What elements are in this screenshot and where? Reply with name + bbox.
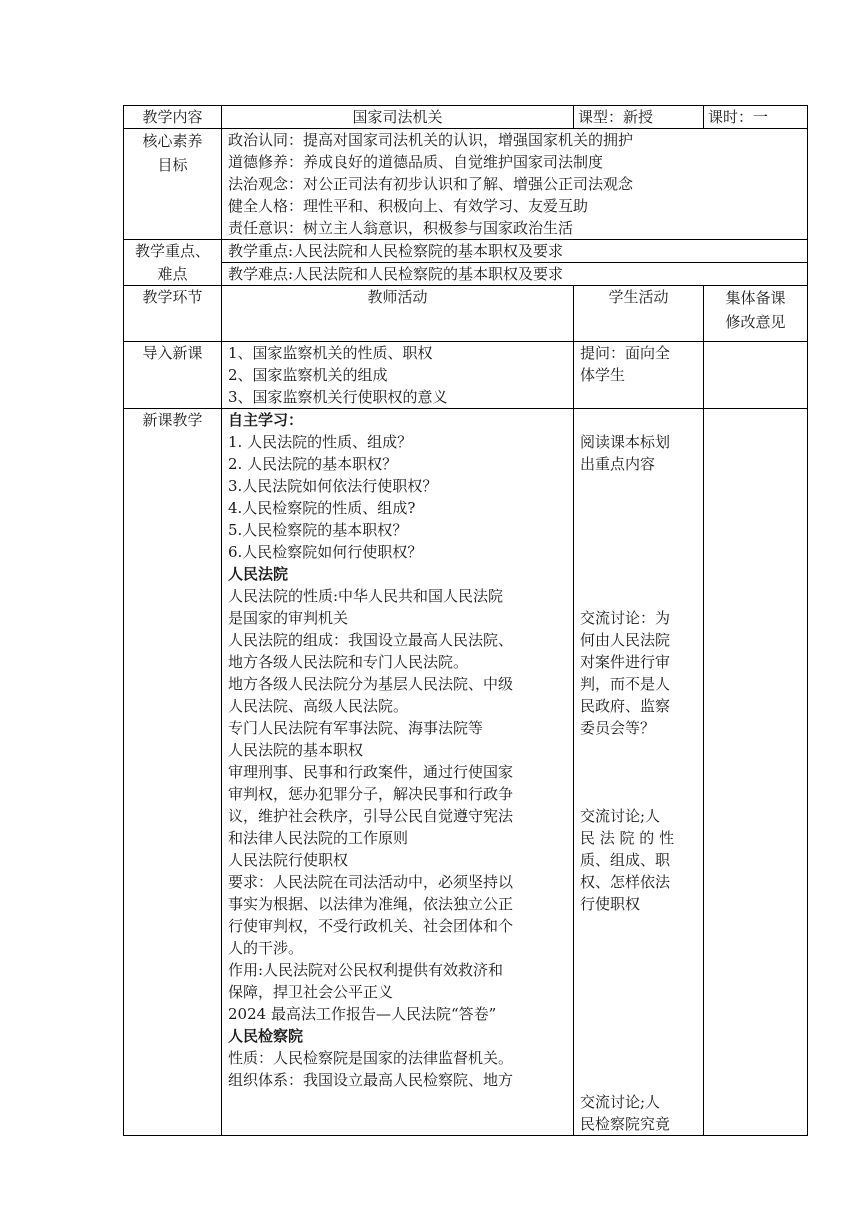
- student-line: 判，而不是人: [580, 675, 671, 693]
- goal-line: 政治认同：提高对国家司法机关的认识，增强国家机关的拥护: [228, 131, 634, 149]
- intro-line: 1、国家监察机关的性质、职权: [228, 344, 433, 362]
- student-line: 民 法 院 的 性: [580, 829, 675, 847]
- column-header-row: [124, 286, 808, 342]
- section-heading: 人民检察院: [228, 1027, 304, 1045]
- teacher-line: 4.人民检察院的性质、组成?: [228, 499, 416, 517]
- section-heading: 自主学习：: [228, 411, 304, 429]
- goal-line: 道德修养：养成良好的道德品质、自觉维护国家司法制度: [228, 153, 604, 171]
- student-line: 权、怎样依法: [580, 873, 671, 891]
- core-goals-list: [222, 129, 808, 240]
- header-row: [124, 106, 808, 129]
- student-line: [580, 563, 699, 585]
- teacher-line: 2. 人民法院的基本职权？: [228, 455, 398, 473]
- content-label: 教学内容: [124, 106, 222, 129]
- col-stage: 教学环节: [124, 286, 222, 342]
- teacher-line: 审判权，惩办犯罪分子，解决民事和行政争: [228, 785, 514, 803]
- student-line: [580, 981, 699, 1003]
- teacher-line: 地方各级人民法院和专门人民法院。: [228, 653, 469, 671]
- teacher-line: 人的干涉。: [228, 939, 304, 957]
- section-heading: 人民法院: [228, 565, 289, 583]
- teacher-line: 人民法院的组成：我国设立最高人民法院、: [228, 631, 514, 649]
- teacher-line: 人民法院的基本职权: [228, 741, 364, 759]
- teacher-line: 和法律人民法院的工作原则: [228, 829, 409, 847]
- student-line: [580, 541, 699, 563]
- intro-student-line: 体学生: [580, 366, 626, 384]
- intro-stage: 导入新课: [124, 342, 222, 409]
- student-line: 民政府、监察: [580, 697, 671, 715]
- student-line: 阅读课本标划: [580, 433, 671, 451]
- key-difficulty-row: [124, 263, 808, 286]
- goal-line: 法治观念：对公正司法有初步认识和了解、增强公正司法观念: [228, 175, 634, 193]
- student-line: [580, 585, 699, 607]
- intro-row: [124, 342, 808, 409]
- goal-line: 责任意识：树立主人翁意识，积极参与国家政治生活: [228, 219, 574, 237]
- topic-title: 国家司法机关: [222, 106, 574, 129]
- lesson-type: 课型：新授: [574, 106, 704, 129]
- intro-student-line: 提问：面向全: [580, 344, 671, 362]
- teacher-line: 事实为根据、以法律为准绳，依法独立公正: [228, 895, 514, 913]
- new-lesson-stage: 新课教学: [124, 409, 222, 1136]
- student-line: 质、组成、职: [580, 851, 671, 869]
- intro-notes: [704, 342, 808, 409]
- student-line: [580, 915, 699, 937]
- teacher-line: 保障，捍卫社会公平正义: [228, 983, 394, 1001]
- student-line: 委员会等？: [580, 719, 656, 737]
- teacher-line: 审理刑事、民事和行政案件，通过行使国家: [228, 763, 514, 781]
- teacher-line: 是国家的审判机关: [228, 609, 349, 627]
- teacher-line: 2024 最高法工作报告—人民法院“答卷”: [228, 1005, 497, 1023]
- teacher-line: 组织体系：我国设立最高人民检察院、地方: [228, 1071, 514, 1089]
- intro-student: [574, 342, 704, 409]
- new-lesson-teacher: [222, 409, 574, 1136]
- student-line: [580, 1025, 699, 1047]
- key-points-label-2: 难点: [124, 263, 222, 286]
- key-focus-row: [124, 240, 808, 263]
- student-line: [580, 783, 699, 805]
- col-student: 学生活动: [574, 286, 704, 342]
- key-difficulty: 教学难点:人民法院和人民检察院的基本职权及要求: [222, 263, 808, 286]
- teacher-line: 人民法院、高级人民法院。: [228, 697, 409, 715]
- student-line: 何由人民法院: [580, 631, 671, 649]
- student-line: [580, 409, 699, 431]
- col-notes: 集体备课 修改意见: [704, 286, 808, 342]
- student-line: [580, 519, 699, 541]
- student-line: [580, 1003, 699, 1025]
- new-lesson-row: [124, 409, 808, 1136]
- key-focus: 教学重点:人民法院和人民检察院的基本职权及要求: [222, 240, 808, 263]
- teacher-line: 人民法院的性质:中华人民共和国人民法院: [228, 587, 504, 605]
- student-line: [580, 761, 699, 783]
- student-line: 对案件进行审: [580, 653, 671, 671]
- intro-line: 2、国家监察机关的组成: [228, 366, 388, 384]
- new-lesson-notes: [704, 409, 808, 1136]
- student-line: 交流讨论;人: [580, 807, 661, 825]
- teacher-line: 行使审判权，不受行政机关、社会团体和个: [228, 917, 514, 935]
- teacher-line: 地方各级人民法院分为基层人民法院、中级: [228, 675, 514, 693]
- core-goals-row: [124, 129, 808, 240]
- teacher-line: 人民法院行使职权: [228, 851, 349, 869]
- teacher-line: 性质：人民检察院是国家的法律监督机关。: [228, 1049, 514, 1067]
- student-line: [580, 937, 699, 959]
- col-teacher: 教师活动: [222, 286, 574, 342]
- lesson-hours: 课时：一: [704, 106, 808, 129]
- intro-line: 3、国家监察机关行使职权的意义: [228, 388, 448, 406]
- student-line: 出重点内容: [580, 455, 656, 473]
- intro-teacher: [222, 342, 574, 409]
- teacher-line: 专门人民法院有军事法院、海事法院等: [228, 719, 484, 737]
- teacher-line: 议，维护社会秩序，引导公民自觉遵守宪法: [228, 807, 514, 825]
- goal-line: 健全人格：理性平和、积极向上、有效学习、友爱互助: [228, 197, 589, 215]
- student-line: [580, 475, 699, 497]
- key-points-label-1: 教学重点、: [124, 240, 222, 263]
- student-line: [580, 739, 699, 761]
- lesson-plan-table: [123, 105, 808, 1136]
- core-goals-label: 核心素养 目标: [124, 129, 222, 240]
- teacher-line: 6.人民检察院如何行使职权？: [228, 543, 423, 561]
- student-line: [580, 1047, 699, 1069]
- student-line: [580, 1069, 699, 1091]
- student-line: 民检察院究竟: [580, 1115, 671, 1133]
- teacher-line: 3.人民法院如何依法行使职权？: [228, 477, 438, 495]
- student-line: 行使职权: [580, 895, 641, 913]
- student-line: [580, 959, 699, 981]
- student-line: [580, 497, 699, 519]
- teacher-line: 要求：人民法院在司法活动中，必须坚持以: [228, 873, 514, 891]
- teacher-line: 作用:人民法院对公民权利提供有效救济和: [228, 961, 504, 979]
- teacher-line: 5.人民检察院的基本职权？: [228, 521, 408, 539]
- new-lesson-student: [574, 409, 704, 1136]
- student-line: 交流讨论;人: [580, 1093, 661, 1111]
- teacher-line: 1. 人民法院的性质、组成？: [228, 433, 413, 451]
- student-line: 交流讨论：为: [580, 609, 671, 627]
